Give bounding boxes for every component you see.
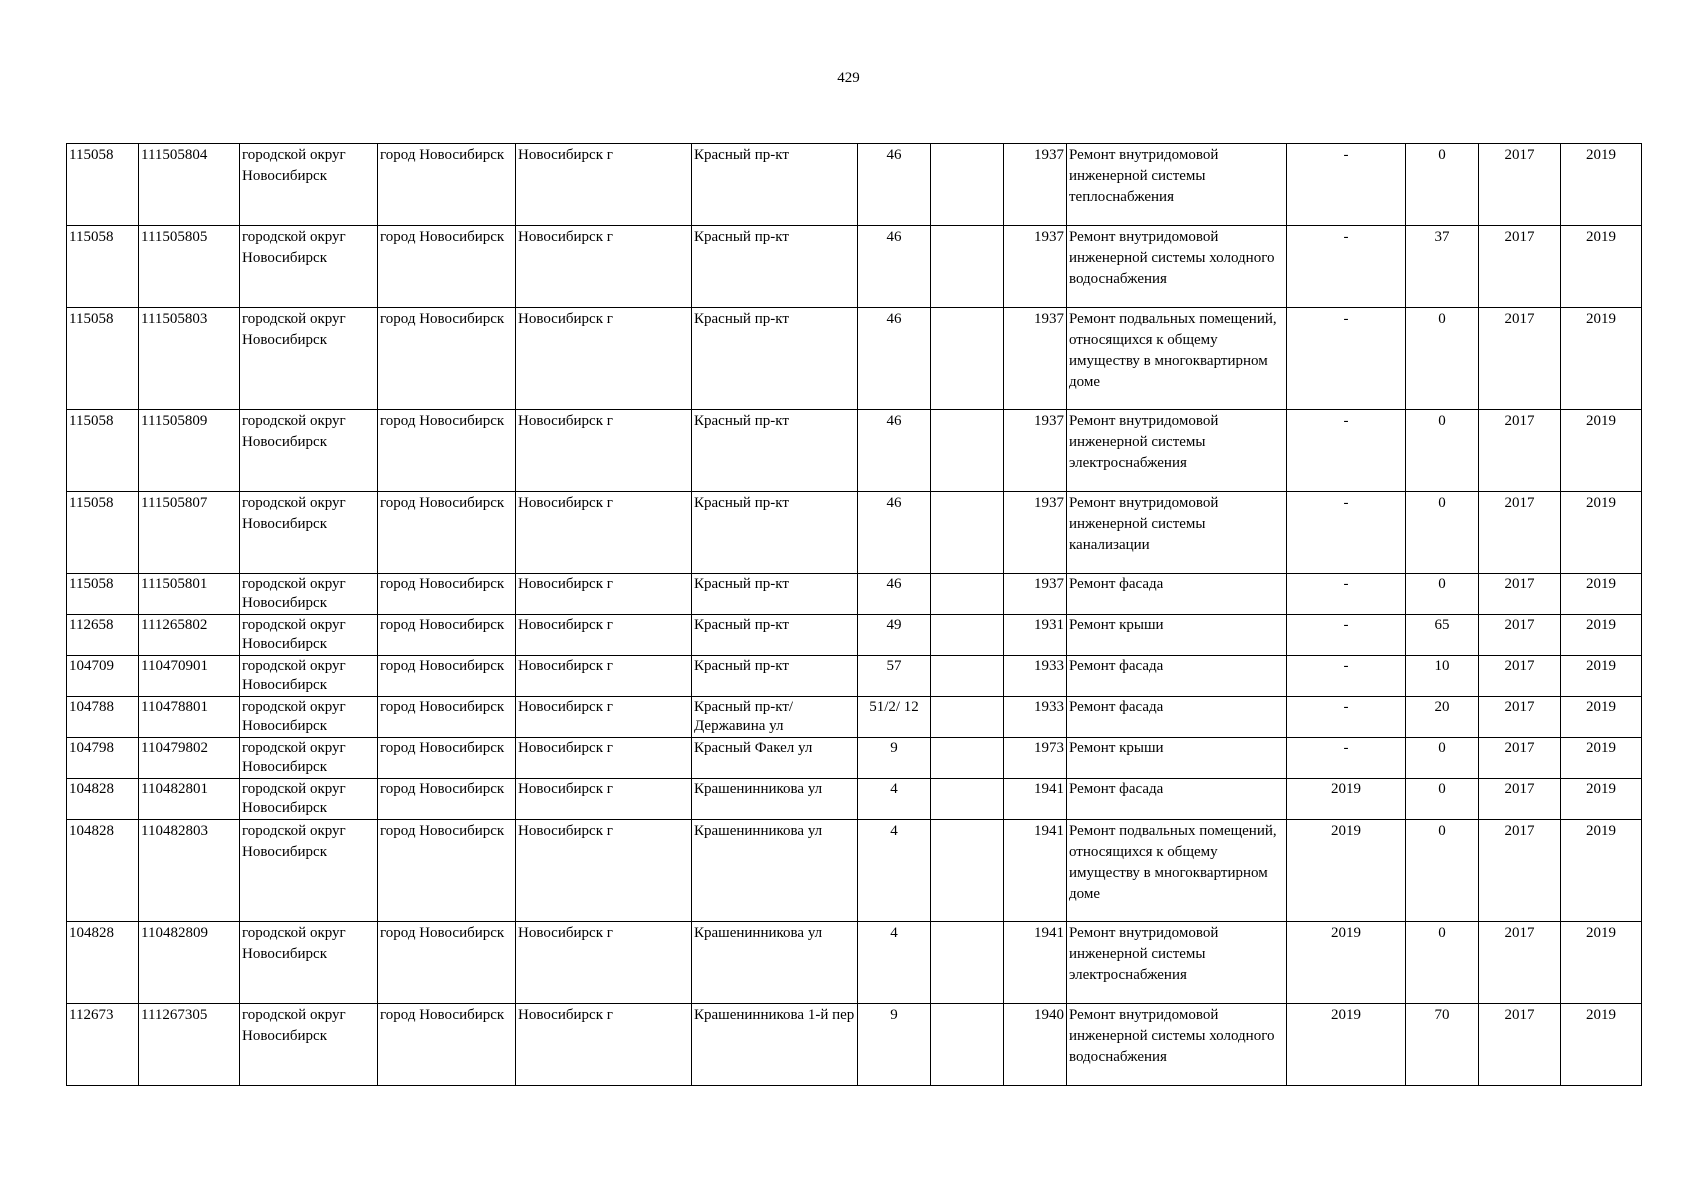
table-body <box>67 144 1642 1086</box>
building-cell <box>931 1004 1004 1086</box>
row-id-cell: 115058 <box>67 226 139 308</box>
table-row <box>67 410 1642 492</box>
house-number-cell: 9 <box>858 1004 931 1086</box>
house-number-cell: 57 <box>858 656 931 697</box>
city-cell: город Новосибирск <box>378 922 516 1004</box>
locality-cell: Новосибирск г <box>516 308 692 410</box>
period-end-cell: 2019 <box>1561 697 1642 738</box>
planned-year-cell: - <box>1287 574 1406 615</box>
period-start-cell: 2017 <box>1479 922 1561 1004</box>
period-end-cell: 2019 <box>1561 615 1642 656</box>
city-cell: город Новосибирск <box>378 492 516 574</box>
locality-cell: Новосибирск г <box>516 492 692 574</box>
house-number-cell: 9 <box>858 738 931 779</box>
city-cell: город Новосибирск <box>378 656 516 697</box>
locality-cell: Новосибирск г <box>516 1004 692 1086</box>
table-row <box>67 226 1642 308</box>
house-number-cell: 49 <box>858 615 931 656</box>
value-cell: 0 <box>1406 738 1479 779</box>
district-cell: городской округ Новосибирск <box>240 779 378 820</box>
work-type-cell: Ремонт фасада <box>1067 697 1287 738</box>
planned-year-cell: - <box>1287 308 1406 410</box>
build-year-cell: 1937 <box>1004 574 1067 615</box>
house-number-cell: 46 <box>858 574 931 615</box>
work-type-cell: Ремонт фасада <box>1067 656 1287 697</box>
city-cell: город Новосибирск <box>378 779 516 820</box>
district-cell: городской округ Новосибирск <box>240 492 378 574</box>
street-cell: Красный пр-кт <box>692 144 858 226</box>
build-year-cell: 1973 <box>1004 738 1067 779</box>
build-year-cell: 1937 <box>1004 492 1067 574</box>
value-cell: 20 <box>1406 697 1479 738</box>
district-cell: городской округ Новосибирск <box>240 410 378 492</box>
planned-year-cell: 2019 <box>1287 922 1406 1004</box>
row-id-cell: 104798 <box>67 738 139 779</box>
city-cell: город Новосибирск <box>378 820 516 922</box>
street-cell: Красный пр-кт <box>692 656 858 697</box>
period-start-cell: 2017 <box>1479 308 1561 410</box>
house-number-cell: 51/2/ 12 <box>858 697 931 738</box>
building-cell <box>931 144 1004 226</box>
period-end-cell: 2019 <box>1561 738 1642 779</box>
work-type-cell: Ремонт внутридомовой инженерной системы теплоснабжения <box>1067 144 1287 226</box>
period-end-cell: 2019 <box>1561 574 1642 615</box>
planned-year-cell: 2019 <box>1287 779 1406 820</box>
building-cell <box>931 697 1004 738</box>
district-cell: городской округ Новосибирск <box>240 226 378 308</box>
row-id-cell: 115058 <box>67 492 139 574</box>
table-row <box>67 779 1642 820</box>
period-start-cell: 2017 <box>1479 574 1561 615</box>
work-type-cell: Ремонт внутридомовой инженерной системы электроснабжения <box>1067 410 1287 492</box>
row-code-cell: 110482803 <box>139 820 240 922</box>
table-row <box>67 308 1642 410</box>
row-id-cell: 115058 <box>67 144 139 226</box>
period-end-cell: 2019 <box>1561 779 1642 820</box>
table-row <box>67 1004 1642 1086</box>
street-cell: Крашенинникова 1-й пер <box>692 1004 858 1086</box>
locality-cell: Новосибирск г <box>516 738 692 779</box>
row-id-cell: 104709 <box>67 656 139 697</box>
building-cell <box>931 779 1004 820</box>
row-code-cell: 110482809 <box>139 922 240 1004</box>
row-code-cell: 111265802 <box>139 615 240 656</box>
table-row <box>67 656 1642 697</box>
row-code-cell: 110470901 <box>139 656 240 697</box>
period-start-cell: 2017 <box>1479 615 1561 656</box>
row-id-cell: 115058 <box>67 410 139 492</box>
table-row <box>67 144 1642 226</box>
building-cell <box>931 574 1004 615</box>
house-number-cell: 46 <box>858 308 931 410</box>
period-start-cell: 2017 <box>1479 410 1561 492</box>
building-cell <box>931 308 1004 410</box>
house-number-cell: 4 <box>858 779 931 820</box>
page-number: 429 <box>837 70 860 86</box>
planned-year-cell: - <box>1287 615 1406 656</box>
row-id-cell: 104828 <box>67 820 139 922</box>
period-start-cell: 2017 <box>1479 1004 1561 1086</box>
value-cell: 37 <box>1406 226 1479 308</box>
locality-cell: Новосибирск г <box>516 615 692 656</box>
planned-year-cell: - <box>1287 656 1406 697</box>
planned-year-cell: - <box>1287 144 1406 226</box>
building-cell <box>931 492 1004 574</box>
period-start-cell: 2017 <box>1479 779 1561 820</box>
house-number-cell: 46 <box>858 226 931 308</box>
district-cell: городской округ Новосибирск <box>240 574 378 615</box>
row-id-cell: 115058 <box>67 574 139 615</box>
build-year-cell: 1941 <box>1004 820 1067 922</box>
table-row <box>67 922 1642 1004</box>
locality-cell: Новосибирск г <box>516 820 692 922</box>
value-cell: 10 <box>1406 656 1479 697</box>
work-type-cell: Ремонт фасада <box>1067 574 1287 615</box>
period-start-cell: 2017 <box>1479 738 1561 779</box>
work-type-cell: Ремонт крыши <box>1067 738 1287 779</box>
district-cell: городской округ Новосибирск <box>240 615 378 656</box>
district-cell: городской округ Новосибирск <box>240 820 378 922</box>
city-cell: город Новосибирск <box>378 226 516 308</box>
period-end-cell: 2019 <box>1561 492 1642 574</box>
build-year-cell: 1937 <box>1004 410 1067 492</box>
row-id-cell: 104788 <box>67 697 139 738</box>
period-end-cell: 2019 <box>1561 820 1642 922</box>
build-year-cell: 1937 <box>1004 144 1067 226</box>
building-cell <box>931 226 1004 308</box>
building-cell <box>931 656 1004 697</box>
district-cell: городской округ Новосибирск <box>240 738 378 779</box>
building-cell <box>931 738 1004 779</box>
build-year-cell: 1937 <box>1004 308 1067 410</box>
city-cell: город Новосибирск <box>378 144 516 226</box>
city-cell: город Новосибирск <box>378 410 516 492</box>
planned-year-cell: 2019 <box>1287 820 1406 922</box>
street-cell: Красный пр-кт <box>692 410 858 492</box>
period-end-cell: 2019 <box>1561 410 1642 492</box>
value-cell: 0 <box>1406 492 1479 574</box>
locality-cell: Новосибирск г <box>516 922 692 1004</box>
row-code-cell: 111505805 <box>139 226 240 308</box>
city-cell: город Новосибирск <box>378 697 516 738</box>
work-type-cell: Ремонт крыши <box>1067 615 1287 656</box>
street-cell: Красный Факел ул <box>692 738 858 779</box>
row-id-cell: 115058 <box>67 308 139 410</box>
period-end-cell: 2019 <box>1561 144 1642 226</box>
row-code-cell: 110479802 <box>139 738 240 779</box>
value-cell: 65 <box>1406 615 1479 656</box>
build-year-cell: 1941 <box>1004 922 1067 1004</box>
city-cell: город Новосибирск <box>378 1004 516 1086</box>
build-year-cell: 1933 <box>1004 656 1067 697</box>
street-cell: Красный пр-кт <box>692 574 858 615</box>
work-type-cell: Ремонт внутридомовой инженерной системы канализации <box>1067 492 1287 574</box>
planned-year-cell: 2019 <box>1287 1004 1406 1086</box>
value-cell: 0 <box>1406 410 1479 492</box>
planned-year-cell: - <box>1287 492 1406 574</box>
street-cell: Красный пр-кт <box>692 308 858 410</box>
row-id-cell: 104828 <box>67 779 139 820</box>
build-year-cell: 1941 <box>1004 779 1067 820</box>
building-cell <box>931 820 1004 922</box>
district-cell: городской округ Новосибирск <box>240 656 378 697</box>
street-cell: Крашенинникова ул <box>692 922 858 1004</box>
district-cell: городской округ Новосибирск <box>240 697 378 738</box>
city-cell: город Новосибирск <box>378 574 516 615</box>
work-type-cell: Ремонт фасада <box>1067 779 1287 820</box>
row-id-cell: 104828 <box>67 922 139 1004</box>
street-cell: Красный пр-кт <box>692 226 858 308</box>
period-start-cell: 2017 <box>1479 820 1561 922</box>
building-cell <box>931 615 1004 656</box>
district-cell: городской округ Новосибирск <box>240 1004 378 1086</box>
table-row <box>67 697 1642 738</box>
table-row <box>67 492 1642 574</box>
house-number-cell: 4 <box>858 820 931 922</box>
planned-year-cell: - <box>1287 738 1406 779</box>
house-number-cell: 46 <box>858 410 931 492</box>
row-id-cell: 112673 <box>67 1004 139 1086</box>
street-cell: Крашенинникова ул <box>692 820 858 922</box>
work-type-cell: Ремонт внутридомовой инженерной системы электроснабжения <box>1067 922 1287 1004</box>
locality-cell: Новосибирск г <box>516 144 692 226</box>
value-cell: 70 <box>1406 1004 1479 1086</box>
table-row <box>67 820 1642 922</box>
row-code-cell: 111505804 <box>139 144 240 226</box>
house-number-cell: 46 <box>858 144 931 226</box>
repair-schedule-table <box>66 143 1642 1086</box>
period-end-cell: 2019 <box>1561 308 1642 410</box>
value-cell: 0 <box>1406 779 1479 820</box>
district-cell: городской округ Новосибирск <box>240 308 378 410</box>
value-cell: 0 <box>1406 308 1479 410</box>
planned-year-cell: - <box>1287 697 1406 738</box>
value-cell: 0 <box>1406 144 1479 226</box>
work-type-cell: Ремонт подвальных помещений, относящихся к общему имуществу в многоквартирном доме <box>1067 820 1287 922</box>
city-cell: город Новосибирск <box>378 738 516 779</box>
period-start-cell: 2017 <box>1479 656 1561 697</box>
locality-cell: Новосибирск г <box>516 410 692 492</box>
value-cell: 0 <box>1406 820 1479 922</box>
row-code-cell: 111505801 <box>139 574 240 615</box>
row-code-cell: 111505809 <box>139 410 240 492</box>
period-end-cell: 2019 <box>1561 656 1642 697</box>
house-number-cell: 4 <box>858 922 931 1004</box>
table-row <box>67 574 1642 615</box>
build-year-cell: 1933 <box>1004 697 1067 738</box>
value-cell: 0 <box>1406 922 1479 1004</box>
period-end-cell: 2019 <box>1561 922 1642 1004</box>
period-end-cell: 2019 <box>1561 226 1642 308</box>
work-type-cell: Ремонт подвальных помещений, относящихся к общему имуществу в многоквартирном доме <box>1067 308 1287 410</box>
period-start-cell: 2017 <box>1479 144 1561 226</box>
period-end-cell: 2019 <box>1561 1004 1642 1086</box>
city-cell: город Новосибирск <box>378 308 516 410</box>
table-row <box>67 738 1642 779</box>
period-start-cell: 2017 <box>1479 226 1561 308</box>
house-number-cell: 46 <box>858 492 931 574</box>
locality-cell: Новосибирск г <box>516 697 692 738</box>
row-id-cell: 112658 <box>67 615 139 656</box>
locality-cell: Новосибирск г <box>516 226 692 308</box>
planned-year-cell: - <box>1287 410 1406 492</box>
row-code-cell: 110478801 <box>139 697 240 738</box>
district-cell: городской округ Новосибирск <box>240 922 378 1004</box>
row-code-cell: 111505803 <box>139 308 240 410</box>
city-cell: город Новосибирск <box>378 615 516 656</box>
row-code-cell: 111267305 <box>139 1004 240 1086</box>
locality-cell: Новосибирск г <box>516 574 692 615</box>
building-cell <box>931 922 1004 1004</box>
table-row <box>67 615 1642 656</box>
build-year-cell: 1940 <box>1004 1004 1067 1086</box>
locality-cell: Новосибирск г <box>516 656 692 697</box>
build-year-cell: 1937 <box>1004 226 1067 308</box>
work-type-cell: Ремонт внутридомовой инженерной системы холодного водоснабжения <box>1067 226 1287 308</box>
locality-cell: Новосибирск г <box>516 779 692 820</box>
street-cell: Красный пр-кт/ Державина ул <box>692 697 858 738</box>
work-type-cell: Ремонт внутридомовой инженерной системы холодного водоснабжения <box>1067 1004 1287 1086</box>
district-cell: городской округ Новосибирск <box>240 144 378 226</box>
building-cell <box>931 410 1004 492</box>
value-cell: 0 <box>1406 574 1479 615</box>
street-cell: Крашенинникова ул <box>692 779 858 820</box>
period-start-cell: 2017 <box>1479 697 1561 738</box>
street-cell: Красный пр-кт <box>692 615 858 656</box>
row-code-cell: 110482801 <box>139 779 240 820</box>
build-year-cell: 1931 <box>1004 615 1067 656</box>
row-code-cell: 111505807 <box>139 492 240 574</box>
period-start-cell: 2017 <box>1479 492 1561 574</box>
planned-year-cell: - <box>1287 226 1406 308</box>
street-cell: Красный пр-кт <box>692 492 858 574</box>
